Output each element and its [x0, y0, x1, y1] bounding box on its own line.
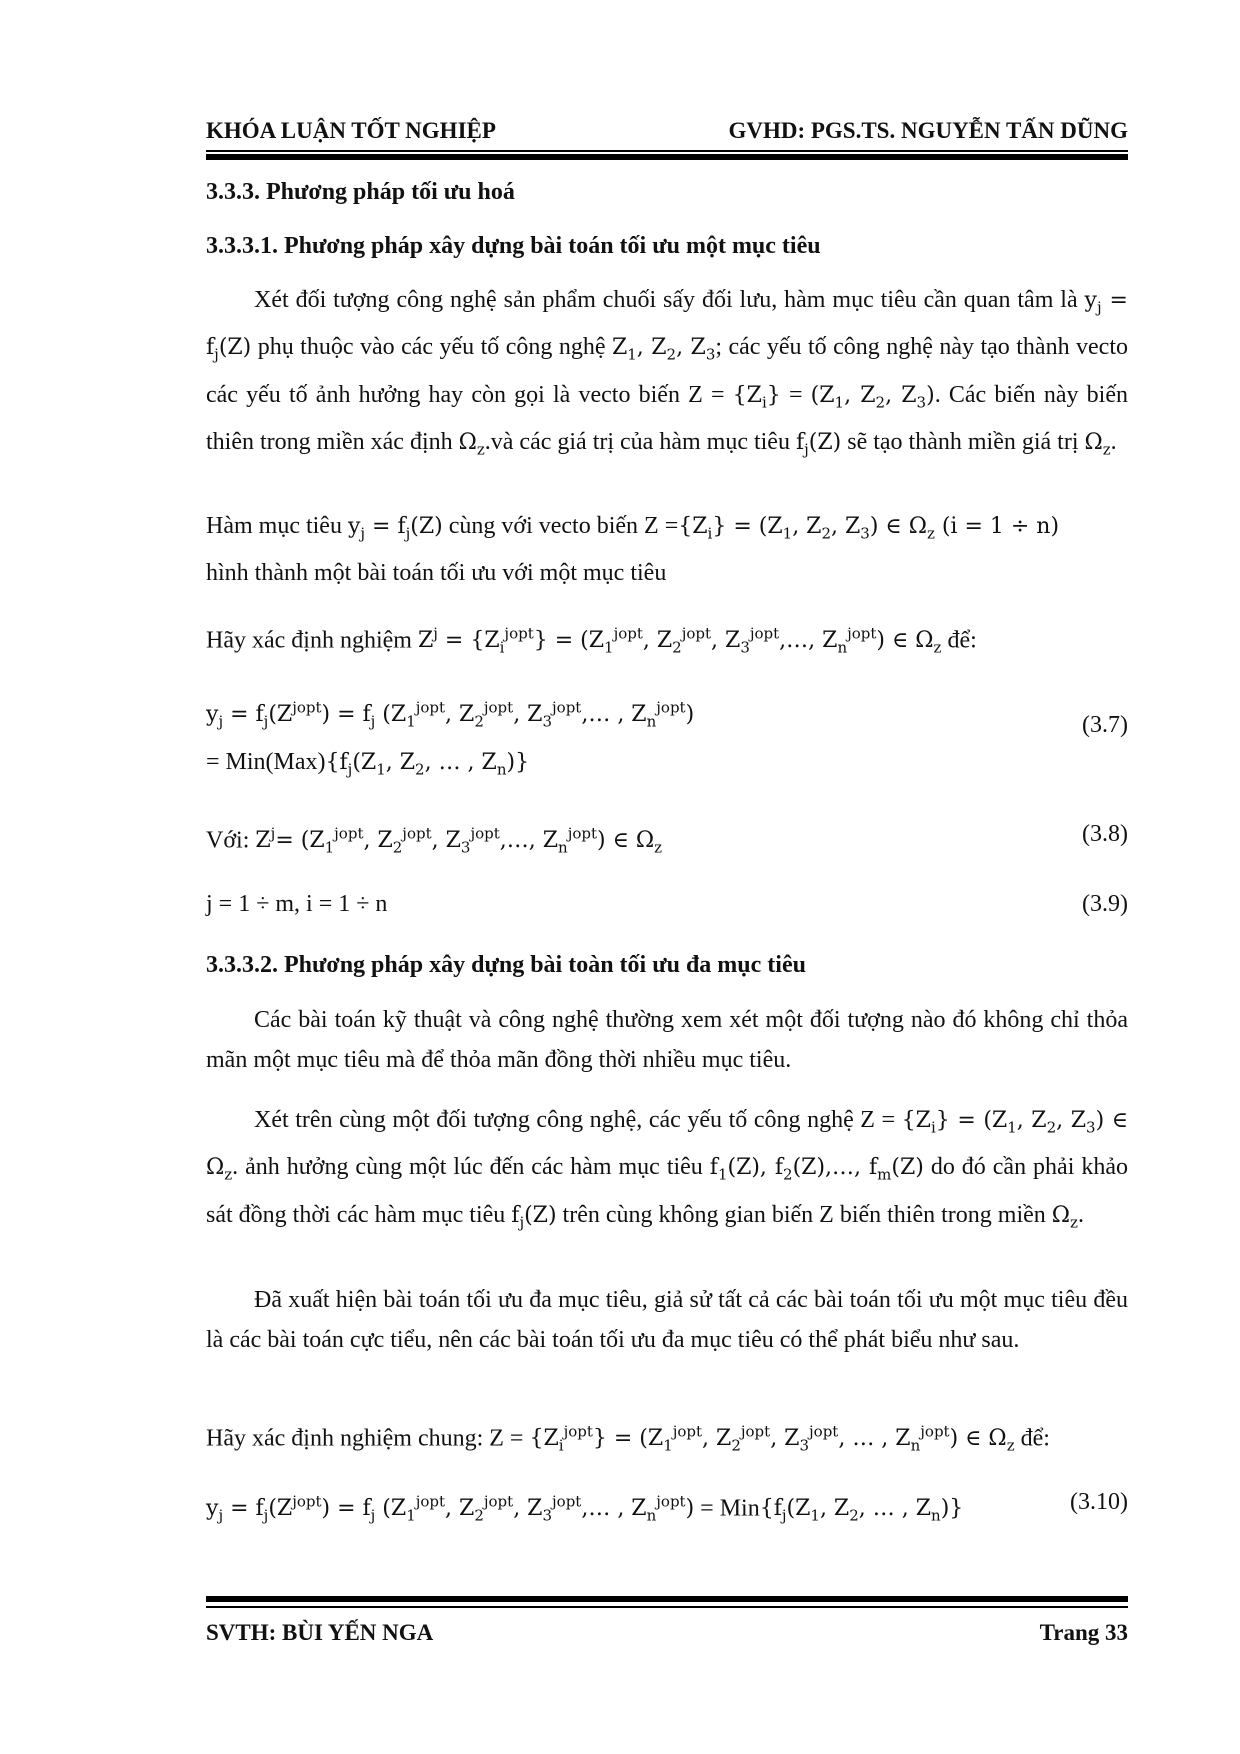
paragraph-solution-common: Hãy xác định nghiệm chung: $Z = \{Z_i^{jopt}\} = (Z_1^{jopt}$, $Z_2^{jopt}$, $Z_3^{jopt}$, … , $Z_n^{jopt}$) ∈ $\Omega_z$ để:	[206, 1423, 1050, 1455]
equation-3-10: $y_j = f_j(Z^{jopt}) = f_j$ ($Z_1^{jopt}$, $Z_2^{jopt}$, $Z_3^{jopt},\dots$ , $Z_n^{jopt}) = Min\{f_j(Z_1$, $Z_2$, … , $Z_n$)} (3.10)	[206, 1482, 1128, 1536]
page-header	[206, 118, 1128, 152]
section-heading-333: 3.3.3. Phương pháp tối ưu hoá	[206, 179, 515, 205]
section-heading-3332: 3.3.3.2. Phương pháp xây dựng bài toàn tối ưu đa mục tiêu	[206, 952, 806, 978]
equation-number: (3.8)	[1082, 821, 1128, 847]
page-number: Trang 33	[1039, 1620, 1128, 1645]
paragraph-objective: Hàm mục tiêu $y_j = f_j(Z)$ cùng với vecto biến $Z =\{Z_i\} = (Z_1$, $Z_2$, $Z_3$) ∈ $\Omega_z$ (i = 1 ÷ n) hình thành một bài toán tối ưu với một mục tiêu	[206, 513, 1060, 587]
section-heading-3331: 3.3.3.1. Phương pháp xây dựng bài toán tối ưu một mục tiêu	[206, 233, 821, 259]
equation-number: (3.10)	[1070, 1489, 1128, 1515]
header-rule-thin	[206, 150, 1128, 152]
header-rule-thick	[206, 154, 1128, 160]
page-footer	[206, 1620, 1128, 1654]
paragraph-solution-single: Hãy xác định nghiệm $Z^j = \{Z_i^{jopt}\} = (Z_1^{jopt}$, $Z_2^{jopt}$, $Z_3^{jopt},\dots$, $Z_n^{jopt}$) ∈ $\Omega_z$ để:	[206, 625, 977, 657]
footer-left: SVTH: BÙI YẾN NGA	[206, 1620, 434, 1645]
equation-3-8: Với: $Z^j= (Z_1^{jopt}$, $Z_2^{jopt}$, $Z_3^{jopt},\dots$, $Z_n^{jopt}$) ∈ $\Omega_z$ (3.8)	[206, 814, 1128, 868]
paragraph-multi-intro: Các bài toán kỹ thuật và công nghệ thường xem xét một đối tượng nào đó không chỉ thỏa mãn một mục tiêu mà để thỏa mãn đồng thời nhiều mục tiêu.	[206, 1007, 1128, 1073]
equation-number: (3.9)	[1082, 891, 1128, 917]
footer-rule-thin	[206, 1606, 1128, 1608]
equation-3-7: $y_j = f_j(Z^{jopt}) = f_j$ ($Z_1^{jopt}$, $Z_2^{jopt}$, $Z_3^{jopt},\dots$ , $Z_n^{jopt}$) = $Min(Max)\{f_j(Z_1$, $Z_2$, … , $Z_n$)} (3.7)	[206, 699, 1128, 779]
header-left: KHÓA LUẬN TỐT NGHIỆP	[206, 118, 496, 143]
header-right: GVHD: PGS.TS. NGUYỄN TẤN DŨNG	[728, 118, 1128, 143]
equation-3-9: j = 1 ÷ m, i = 1 ÷ n (3.9)	[206, 884, 1128, 924]
equation-number: (3.7)	[1082, 712, 1128, 738]
paragraph-multi-statement: Đã xuất hiện bài toán tối ưu đa mục tiêu, giả sử tất cả các bài toán tối ưu một mục tiêu đều là các bài toán cực tiểu, nên các bài toán tối ưu đa mục tiêu có thể phát biểu như sau.	[206, 1287, 1128, 1353]
paragraph-multi-objective: Xét trên cùng một đối tượng công nghệ, các yếu tố công nghệ $Z = \{Z_i\} = (Z_1$, $Z_2$, $Z_3$) ∈ $\Omega_z$. ảnh hưởng cùng một lúc đến các hàm mục tiêu $f_1(Z)$, $f_2(Z),\dots$, $f_m(Z)$ do đó cần phải khảo sát đồng thời các hàm mục tiêu $f_j(Z)$ trên cùng không gian biến Z biến thiên trong miền $\Omega_z$.	[206, 1107, 1128, 1232]
footer-rule-thick	[206, 1596, 1128, 1602]
paragraph-intro: Xét đối tượng công nghệ sản phẩm chuối sấy đối lưu, hàm mục tiêu cần quan tâm là $y_j = f_j(Z)$ phụ thuộc vào các yếu tố công nghệ $Z_1$, $Z_2$, $Z_3$; các yếu tố công nghệ này tạo thành vecto các yếu tố ảnh hưởng hay còn gọi là vecto biến $Z = \{Z_i\} = (Z_1$, $Z_2$, $Z_3$). Các biến này biến thiên trong miền xác định $\Omega_z.và$ các giá trị của hàm mục tiêu $f_j(Z)$ sẽ tạo thành miền giá trị $\Omega_z$.	[206, 287, 1128, 459]
